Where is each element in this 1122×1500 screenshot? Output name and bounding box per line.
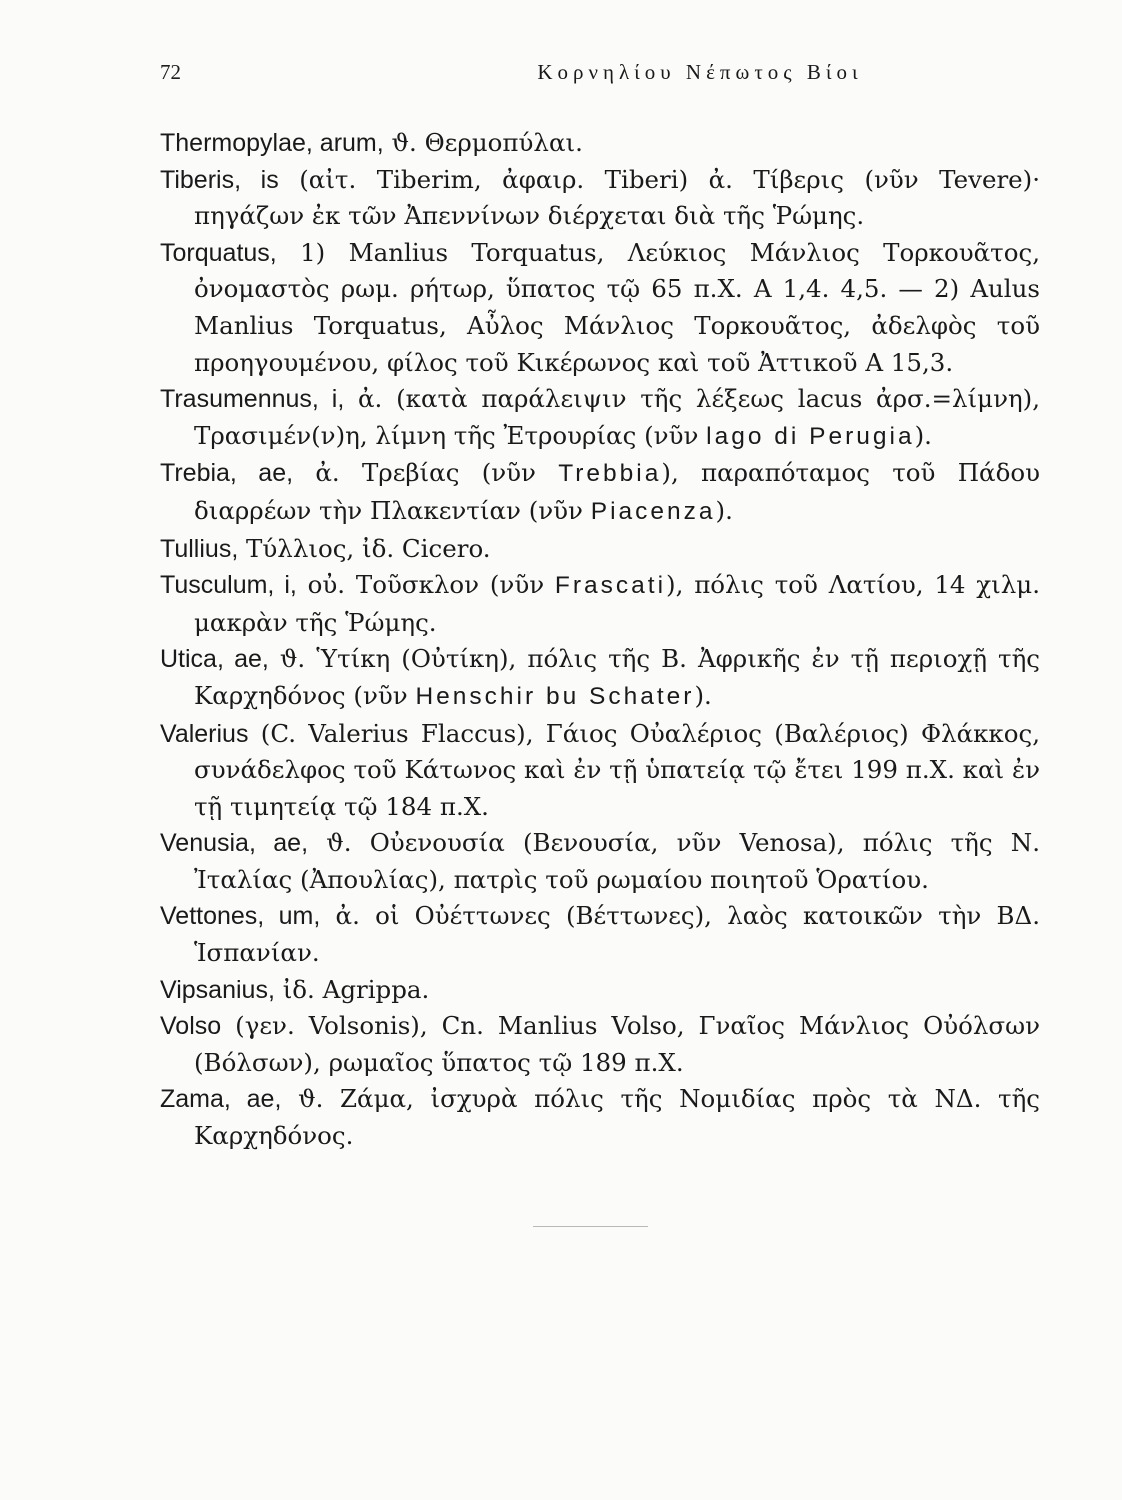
entry-headword: Valerius [160, 719, 249, 748]
entry-headword: Vettones, um, [160, 902, 321, 931]
glossary-entry-zama [160, 1081, 1040, 1154]
entry-definition: ϑ. Ζάμα, ἰσχυρὰ πόλις τῆς Νομιδίας πρὸς τὰ ΝΔ. τῆς Καρχηδόνος. [194, 1084, 1040, 1151]
entry-headword: Tullius, [160, 534, 239, 563]
page-header [160, 60, 1040, 90]
glossary-entry-thermopylae [160, 125, 1040, 162]
entry-definition: (αἰτ. Tiberim, ἀφαιρ. Tiberi) ἀ. Τίβερις (νῦν Tevere)· πηγάζων ἐκ τῶν Ἀπεννίνων διέρχεται διὰ τῆς Ῥώμης. [194, 164, 1041, 231]
entry-definition: ϑ. Οὐενουσία (Βενουσία, νῦν Venosa), πόλις τῆς Ν. Ἰταλίας (Ἀπουλίας), πατρὶς τοῦ ρωμαίου ποιητοῦ Ὁρατίου. [194, 828, 1040, 894]
entry-definition: ϑ. Ὑτίκη (Οὐτίκη), πόλις τῆς Β. Ἀφρικῆς ἐν τῇ περιοχῇ τῆς Καρχηδόνος (νῦν [194, 644, 1040, 710]
entry-headword: Volso [160, 1012, 222, 1041]
modern-place-name: Trebbia [558, 460, 662, 488]
entry-definition-end: ). [914, 420, 932, 450]
glossary-entry-vettones [160, 898, 1040, 971]
entry-definition: ϑ. Θερμοπύλαι. [383, 128, 583, 157]
entry-headword: Thermopylae, arum, [160, 129, 384, 157]
entry-definition-end: ). [694, 680, 712, 710]
entry-definition: ἀ. οἱ Οὐέττωνες (Βέττωνες), λαὸς κατοικῶν τὴν ΒΔ. Ἱσπανίαν. [194, 901, 1040, 968]
glossary-entry-tusculum [160, 567, 1040, 641]
page-number: 72 [160, 60, 181, 84]
entry-definition: οὐ. Τοῦσκλον (νῦν [296, 570, 555, 600]
entry-definition: ἀ. (κατὰ παράλειψιν τῆς λέξεως lacus ἀρσ.=λίμνη), Τρασιμέν(ν)η, λίμνη τῆς Ἐτρουρίας (νῦν [194, 384, 1040, 450]
modern-place-name: Frascati [554, 572, 667, 600]
glossary-entry-volso [160, 1008, 1040, 1081]
entry-headword: Tiberis, is [160, 165, 279, 194]
entry-definition: ἀ. Τρεβίας (νῦν [293, 458, 559, 488]
entry-definition: Τύλλιος, ἰδ. Cicero. [238, 533, 491, 563]
entry-definition: 1) Manlius Torquatus, Λεύκιος Μάνλιος Τορκουᾶτος, ὀνομαστὸς ρωμ. ρήτωρ, ὕπατος τῷ 65 π.Χ. A 1,4. 4,5. — 2) Aulus Manlius Torquatus, Αὖλος Μάνλιος Τορκουᾶτος, ἀδελφὸς τοῦ προηγουμένου, φίλος τοῦ Κικέρωνος καὶ τοῦ Ἀττικοῦ A 15,3. [194, 237, 1040, 377]
entry-headword: Vipsanius, [160, 975, 275, 1004]
modern-place-name: lago di Perugia [706, 422, 915, 450]
entry-definition-end: ). [715, 495, 733, 525]
entry-definition: (γεν. Volsonis), Cn. Manlius Volso, Γναῖος Μάνλιος Οὐόλσων (Βόλσων), ρωμαῖος ὕπατος τῷ 189 π.Χ. [194, 1011, 1040, 1077]
glossary-entry-tiberis [160, 162, 1040, 235]
glossary-entry-valerius [160, 716, 1040, 826]
glossary-entry-utica [160, 641, 1040, 715]
glossary-entry-tullius [160, 531, 1040, 568]
glossary-entry-venusia [160, 825, 1040, 898]
running-title: Κορνηλίου Νέπωτος Βίοι [537, 60, 863, 84]
glossary-entry-trebia [160, 455, 1040, 530]
glossary-entry-torquatus [160, 235, 1040, 381]
entry-headword: Torquatus, [160, 238, 277, 267]
entry-definition-middle: ), παραπόταμος τοῦ Πάδου διαρρέων τὴν Πλακεντίαν (νῦν [194, 458, 1040, 525]
entry-headword: Trebia, ae, [160, 459, 294, 488]
glossary-entries [160, 125, 1040, 1155]
entry-definition: ἰδ. Agrippa. [274, 974, 430, 1004]
modern-place-name-2: Piacenza [590, 497, 716, 525]
entry-headword: Zama, ae, [160, 1085, 282, 1114]
entry-definition: (C. Valerius Flaccus), Γάιος Οὐαλέριος (Βαλέριος) Φλάκκος, συνάδελφος τοῦ Κάτωνος καὶ ἐν τῇ ὑπατείᾳ τῷ ἔτει 199 π.Χ. καὶ ἐν τῇ τιμητείᾳ τῷ 184 π.Χ. [194, 718, 1040, 821]
bleed-through-rule [533, 1226, 648, 1227]
entry-headword: Venusia, ae, [160, 829, 309, 858]
entry-definition-end: ), πόλις τοῦ Λατίου, 14 χιλμ. μακρὰν τῆς Ῥώμης. [194, 570, 1040, 637]
glossary-entry-vipsanius [160, 972, 1040, 1009]
glossary-entry-trasumennus [160, 381, 1040, 455]
entry-headword: Trasumennus, i, [160, 385, 345, 414]
entry-headword: Tusculum, i, [160, 571, 297, 600]
modern-place-name: Henschir bu Schater [415, 682, 695, 710]
entry-headword: Utica, ae, [160, 645, 269, 674]
